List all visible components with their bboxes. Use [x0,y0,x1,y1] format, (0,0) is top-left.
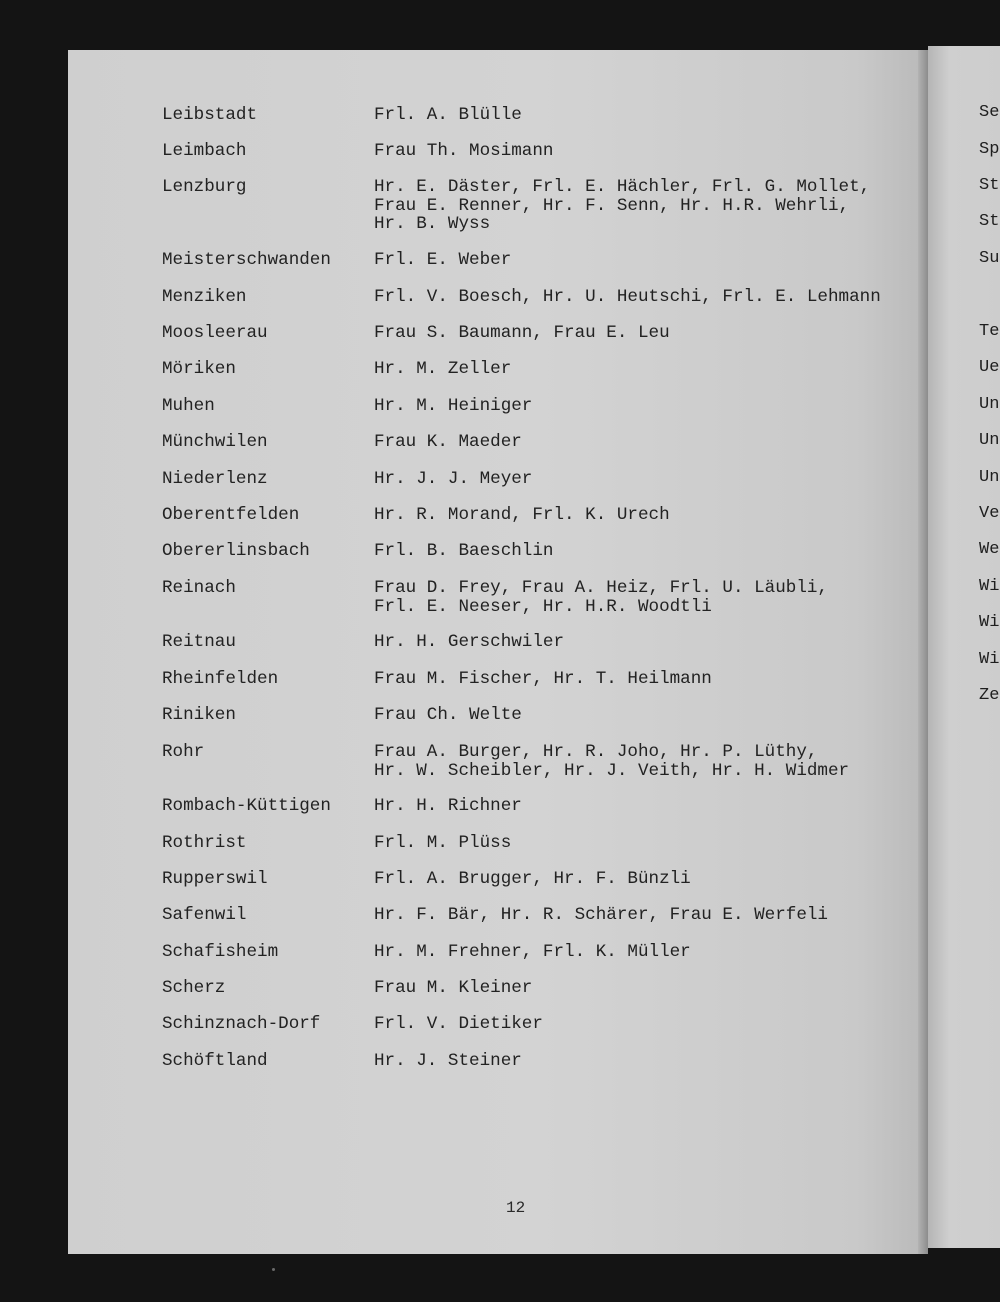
place-name: Riniken [162,705,236,725]
next-page-fragment: Su [979,249,1000,268]
contact-names: Hr. H. Gerschwiler [374,632,565,652]
place-name: Rheinfelden [162,669,279,689]
place-name: Leibstadt [162,105,258,125]
place-name: Oberentfelden [162,505,300,525]
place-name: Rohr [162,742,205,762]
place-name: Rupperswil [162,869,268,889]
contact-names: Frau D. Frey, Frau A. Heiz, Frl. U. Läubli, Frl. E. Neeser, Hr. H.R. Woodtli [374,578,828,617]
next-page-fragment: Un [979,395,1000,414]
next-page-fragment: Te [979,322,1000,341]
place-name: Rothrist [162,833,247,853]
place-name: Obererlinsbach [162,541,310,561]
page-number: 12 [506,1199,526,1217]
contact-names: Frau M. Kleiner [374,978,533,998]
place-name: Reinach [162,578,236,598]
contact-names: Hr. F. Bär, Hr. R. Schärer, Frau E. Werfeli [374,905,828,925]
place-name: Lenzburg [162,177,247,197]
contact-names: Frau Th. Mosimann [374,141,554,161]
contact-names: Frl. V. Dietiker [374,1014,543,1034]
next-page-fragment: Ue [979,358,1000,377]
contact-names: Frl. E. Weber [374,250,512,270]
next-page-fragment: St [979,176,1000,195]
contact-names: Frl. A. Blülle [374,105,522,125]
place-name: Münchwilen [162,432,268,452]
contact-names: Frl. B. Baeschlin [374,541,554,561]
contact-names: Hr. H. Richner [374,796,522,816]
place-name: Scherz [162,978,226,998]
contact-names: Frau Ch. Welte [374,705,522,725]
next-page-fragment: We [979,540,1000,559]
place-name: Schafisheim [162,942,279,962]
contact-names: Frau A. Burger, Hr. R. Joho, Hr. P. Lüthy, Hr. W. Scheibler, Hr. J. Veith, Hr. H. Widmer [374,742,850,781]
contact-names: Hr. J. Steiner [374,1051,522,1071]
contact-names: Frau K. Maeder [374,432,522,452]
book-gutter [918,50,928,1254]
next-page-fragment: Wi [979,577,1000,596]
place-name: Muhen [162,396,215,416]
contact-names: Frl. V. Boesch, Hr. U. Heutschi, Frl. E. Lehmann [374,287,881,307]
place-name: Schinznach-Dorf [162,1014,321,1034]
place-name: Schöftland [162,1051,268,1071]
place-name: Moosleerau [162,323,268,343]
dust-speck [272,1268,275,1271]
contact-names: Hr. J. J. Meyer [374,469,533,489]
contact-names: Hr. M. Frehner, Frl. K. Müller [374,942,691,962]
place-name: Leimbach [162,141,247,161]
next-page-fragment: Wi [979,650,1000,669]
contact-names: Frau M. Fischer, Hr. T. Heilmann [374,669,712,689]
contact-names: Hr. M. Heiniger [374,396,533,416]
contact-names: Hr. M. Zeller [374,359,512,379]
place-name: Niederlenz [162,469,268,489]
place-name: Safenwil [162,905,247,925]
contact-names: Frl. M. Plüss [374,833,512,853]
next-page-fragment: Un [979,468,1000,487]
contact-names: Frl. A. Brugger, Hr. F. Bünzli [374,869,691,889]
next-page-fragment: Ve [979,504,1000,523]
next-page-fragment: Se [979,103,1000,122]
contact-names: Frau S. Baumann, Frau E. Leu [374,323,670,343]
place-name: Meisterschwanden [162,250,331,270]
next-page-fragment: St [979,212,1000,231]
place-name: Möriken [162,359,236,379]
contact-names: Hr. R. Morand, Frl. K. Urech [374,505,670,525]
next-page-fragment: Sp [979,140,1000,159]
contact-names: Hr. E. Däster, Frl. E. Hächler, Frl. G. Mollet, Frau E. Renner, Hr. F. Senn, Hr. H.R. Wehrli, Hr. B. Wyss [374,177,871,234]
next-page-fragment: Wi [979,613,1000,632]
next-page-fragment: Ze [979,686,1000,705]
next-page-fragment: Un [979,431,1000,450]
place-name: Reitnau [162,632,236,652]
place-name: Menziken [162,287,247,307]
place-name: Rombach-Küttigen [162,796,331,816]
